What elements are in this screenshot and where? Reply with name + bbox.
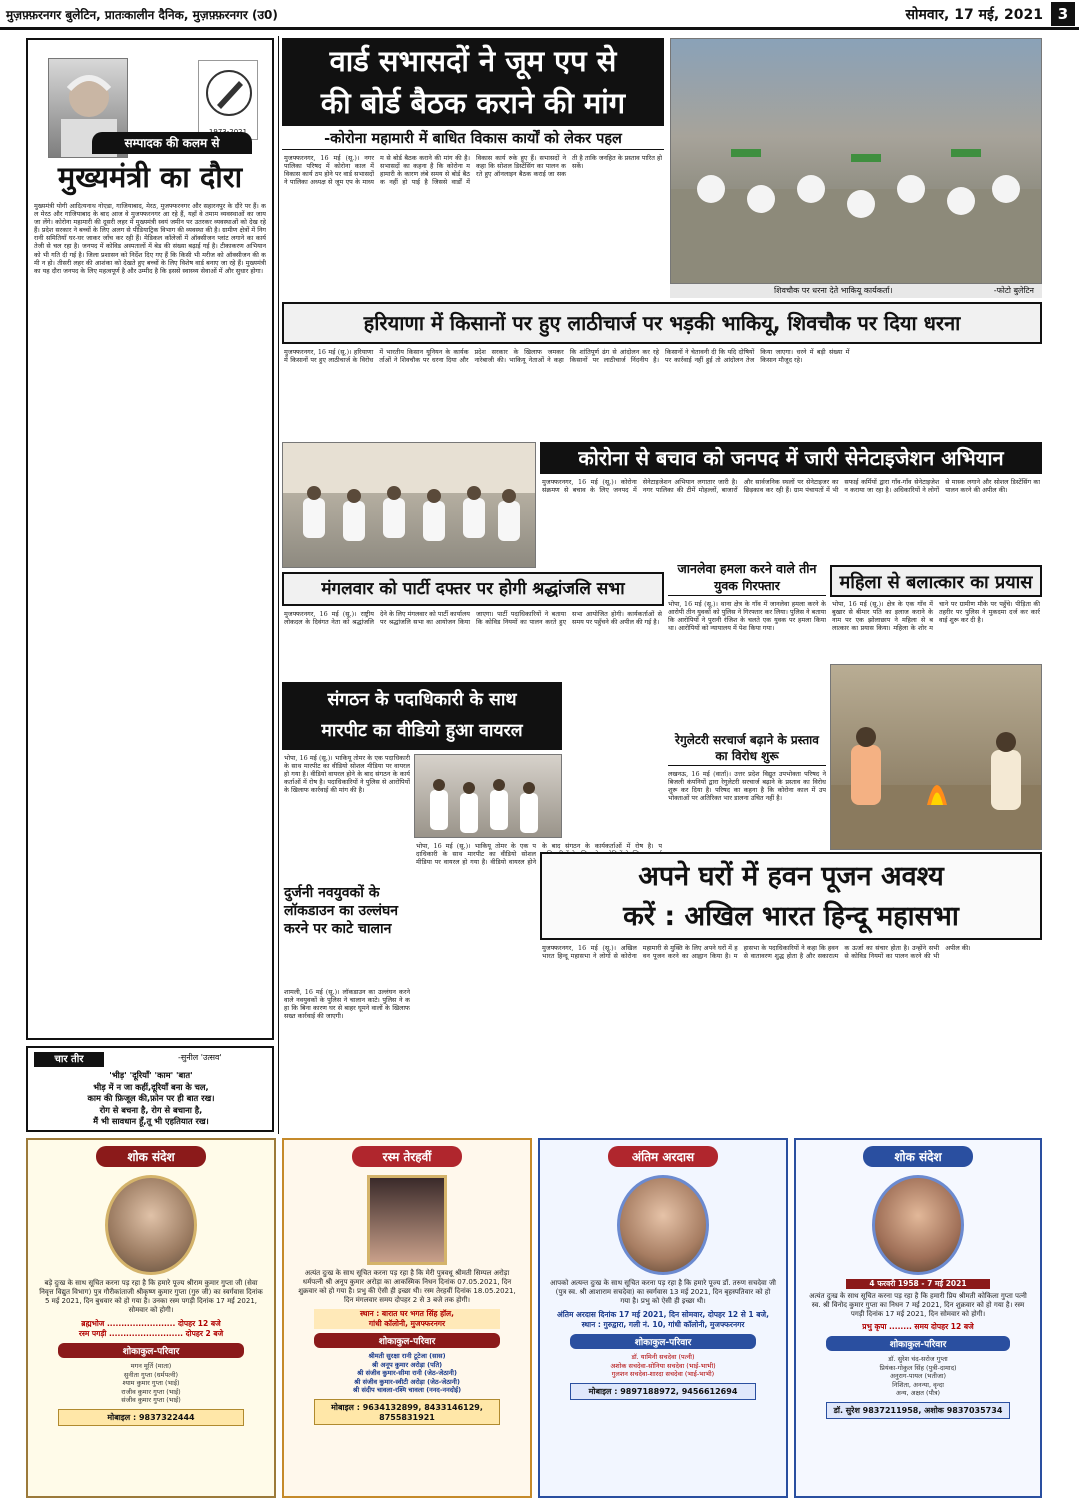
ad1-family-3: राजीव कुमार गुप्ता (भाई): [121, 1387, 181, 1396]
story10-headline-line2: करें : अखिल भारत हिन्दू महासभा: [623, 901, 959, 932]
page-number: 3: [1051, 2, 1075, 26]
ad1-family-label: शोकाकुल-परिवार: [58, 1343, 244, 1358]
story1-subhead: -कोरोना महामारी में बाधित विकास कार्यों को लेकर पहल: [282, 128, 664, 150]
newspaper-title: मुज़फ़्फ़रनगर बुलेटिन, प्रातःकालीन दैनिक, मुज़फ़्फ़रनगर (उ0): [6, 8, 278, 22]
pen-logo: [198, 60, 258, 140]
story4-body: मुजफ्फरनगर, 16 मई (सू.)। राष्ट्रीय लोकदल के दिवंगत नेता को श्रद्धांजलि देने के लिए मंगलवार को पार्टी कार्यालय पर श्रद्धांजलि सभा का आयोजन किया जाएगा। पार्टी पदाधिकारियों ने बताया कि कोविड नियमों का पालन करते हुए सभा आयोजित होगी। कार्यकर्ताओं से समय पर पहुँचने की अपील की गई है।: [284, 610, 662, 627]
ad2-phone: मोबाइल : 9634132899, 8433146129, 8755831921: [314, 1399, 500, 1425]
ad4-family-0: डॉ. सुरेश चंद-सरोज गुप्ता: [888, 1355, 948, 1363]
story6-headline: रेगुलेटरी सरचार्ज बढ़ाने के प्रस्ताव का विरोध शुरू: [668, 732, 826, 766]
editorial-column: [26, 38, 274, 1040]
obituary-ad-3: [538, 1138, 788, 1498]
ad3-family-1: अशोक सचदेवा-सोनिया सचदेवा (भाई-भाभी): [610, 1361, 716, 1370]
story1-headline: [282, 38, 664, 126]
story7-headline: महिला से बलात्कार का प्रयास: [830, 565, 1042, 597]
poem-author: -सुनील 'उत्सव': [178, 1053, 222, 1062]
story8-body: भोपा, 16 मई (सू.)। भाकियू तोमर के एक पदाधिकारी के साथ मारपीट का वीडियो सोशल मीडिया पर वायरल हो गया है। वीडियो वायरल होने के बाद संगठन के कार्यकर्ताओं में रोष है। पदाधिकारियों ने पुलिस से आरोपियों के खिलाफ कार्रवाई की मांग की है।: [284, 754, 410, 795]
ad3-text: आपको अत्यन्त दुःख के साथ सूचित करना पड़ रहा है कि हमारे पूज्य डॉ. तरुण सचदेवा जी (पुत्र स्व. श्री आशाराम सचदेवा) का स्वर्गवास 13 मई 2021, दिन बृहस्पतिवार को हो गया है। प्रभु को ऐसी ही इच्छा थी।: [550, 1279, 776, 1305]
viral-video-photo: [414, 754, 562, 838]
story8-headline: [282, 682, 562, 750]
ad4-text: अत्यंत दुःख के साथ सूचित करना पड़ रहा है कि हमारी प्रिय श्रीमती कोकिला गुप्ता पत्नी स्व. श्री विनोद कुमार गुप्ता का निधन 7 मई 2021, दिन शुक्रवार को हो गया है। रस्म पगड़ी दिनांक 17 मई 2021, दिन सोमवार को होगी।: [809, 1292, 1027, 1318]
editorial-body: मुख्यमंत्री योगी आदित्यनाथ नोएडा, गाजियाबाद, मेरठ, मुजफ्फरनगर और सहारनपुर के दौरे पर हैं। कल मेरठ और गाजियाबाद के बाद आज वे मुजफ्फरनगर आ रहे हैं, यहाँ वे तमाम व्यवस्थाओं का जायजा लेंगे। कोरोना महामारी की दूसरी लहर में मुख्यमंत्री स्वयं जमीन पर उतरकर व्यवस्थाओं को देख रहे हैं। प्रदेश सरकार ने बच्चों के लिए अलग से पीडियाट्रिक विभाग की व्यवस्था की है। ग्रामीण क्षेत्रों में निगरानी समितियाँ घर-घर जाकर जाँच कर रही हैं। मेडिकल कॉलेजों में ऑक्सीजन प्लांट लगाने का कार्य तेजी से चल रहा है। जनपद में कोविड अस्पतालों में बेड की संख्या बढ़ाई गई है। टीकाकरण अभियान को भी गति दी गई है। जिला प्रशासन को निर्देश दिए गए हैं कि किसी भी मरीज को ऑक्सीजन की कमी न हो। तीसरी लहर की आशंका को देखते हुए बच्चों के लिए विशेष वार्ड बनाए जा रहे हैं। मुख्यमंत्री का यह दौरा जनपद के लिए महत्वपूर्ण है और उम्मीद है कि इससे स्वास्थ्य सेवाओं में और सुधार होगा।: [34, 202, 266, 275]
group-people-icon: [415, 755, 562, 838]
ad2-family-2: श्री संजीव कुमार-सीमा रानी (जेठ-जेठानी): [357, 1369, 457, 1377]
story4-headline: मंगलवार को पार्टी दफ्तर पर होगी श्रद्धांजलि सभा: [282, 572, 664, 606]
ad4-title: शोक संदेश: [863, 1146, 973, 1167]
story7-body: भोपा, 16 मई (सू.)। क्षेत्र के एक गाँव में बुखार से बीमार पति का इलाज कराने के नाम पर एक झोलाछाप ने महिला से बलात्कार का प्रयास किया। महिला के शोर मचाने पर ग्रामीण मौके पर पहुँचे। पीड़िता की तहरीर पर पुलिस ने मुकदमा दर्ज कर कार्रवाई शुरू कर दी है।: [832, 600, 1040, 633]
story9-headline: दुर्जनी नवयुवकों के लॉकडाउन का उल्लंघन करने पर काटे चालान: [284, 885, 399, 937]
story9-body: शामली, 16 मई (सू.)। लॉकडाउन का उल्लंघन करने वाले नवयुवकों के पुलिस ने चालान काटे। पुलिस ने कहा कि बिना कारण घर से बाहर घूमने वालों के खिलाफ सख्त कार्रवाई की जाएगी।: [284, 988, 410, 1021]
meeting-room-icon: [283, 443, 536, 568]
story1-headline-line1: वार्ड सभासदों ने जूम एप से: [329, 44, 617, 78]
ad2-timing1: स्थान : बारात घर भगत सिंह हॉल,: [314, 1309, 500, 1319]
story10-headline: [540, 852, 1042, 940]
ad4-family-4: अन्य, अक्षत (पौत्र): [895, 1389, 941, 1397]
ad1-portrait: [105, 1175, 197, 1275]
ad3-title: अंतिम अरदास: [608, 1146, 718, 1167]
ad1-family-2: श्याम कुमार गुप्ता (भाई): [122, 1379, 180, 1387]
story8-continued: भोपा, 16 मई (सू.)। भाकियू तोमर के एक पदाधिकारी के साथ मारपीट का वीडियो सोशल मीडिया पर वायरल हो गया है। वीडियो वायरल होने के बाद संगठन के कार्यकर्ताओं में रोष है। प: [416, 842, 662, 867]
ad1-family-4: संजीव कुमार गुप्ता (भाई): [121, 1396, 181, 1404]
ad4-timing1: 4 फरवरी 1958 - 7 मई 2021: [846, 1279, 990, 1289]
poem-title: चार तीर: [34, 1052, 104, 1067]
photo1-caption: शिवचौक पर धरना देते भाकियू कार्यकर्ता।: [774, 286, 893, 295]
poem-box: [26, 1046, 274, 1132]
ad4-phone: डॉ. सुरेश 9837211958, अशोक 9837035734: [826, 1402, 1010, 1419]
story10-headline-line1: अपने घरों में हवन पूजन अवश्य: [638, 861, 944, 892]
ad2-title: रस्म तेरहवीं: [352, 1146, 462, 1167]
story3-headline: कोरोना से बचाव को जनपद में जारी सेनेटाइजेशन अभियान: [540, 442, 1042, 474]
dharna-photo: [670, 38, 1042, 284]
issue-date: सोमवार, 17 मई, 2021: [905, 7, 1043, 23]
crowd-protest-icon: [671, 39, 1042, 284]
story2-headline: हरियाणा में किसानों पर हुए लाठीचार्ज पर भड़की भाकियू, शिवचौक पर दिया धरना: [282, 302, 1042, 344]
story5-headline: जानलेवा हमला करने वाले तीन युवक गिरफ्तार: [668, 560, 826, 596]
story5-body: भोपा, 16 मई (सू.)। थाना क्षेत्र के गाँव में जानलेवा हमला करने के आरोपी तीन युवकों को पुलिस ने गिरफ्तार कर लिया। पुलिस ने बताया कि आरोपियों ने पुरानी रंजिश के चलते एक युवक पर हमला किया था। आरोपियों को न्यायालय में पेश किया गया।: [668, 600, 826, 633]
obituary-ad-4: [794, 1138, 1042, 1498]
ad3-family-label: शोकाकुल-परिवार: [570, 1334, 756, 1349]
ad4-family-2: अनुराग-पायल (भतीजा): [889, 1372, 947, 1380]
ad2-family-4: श्री संदीप चावला-रश्मि चावला (ननद-ननदोई): [352, 1386, 462, 1394]
photo1-credit: -फोटो बुलेटिन: [993, 286, 1034, 295]
section-label: सम्पादक की कलम से: [92, 132, 252, 154]
ad1-timing2: रस्म पगड़ी .......................... दोपहर 2 बजे: [78, 1329, 224, 1338]
poem-line: 'भीड़' 'दूरियाँ' 'काम' 'बात': [109, 1070, 193, 1080]
story6-body: लखनऊ, 16 मई (वार्ता)। उत्तर प्रदेश विद्युत उपभोक्ता परिषद ने बिजली कंपनियों द्वारा रेगुलेटरी सरचार्ज बढ़ाने के प्रस्ताव का विरोध शुरू कर दिया है। परिषद का कहना है कि कोरोना काल में उपभोक्ताओं पर अतिरिक्त भार डालना उचित नहीं है।: [668, 770, 826, 803]
ad4-family-3: निशिता, अनन्या, वृन्दा: [892, 1380, 944, 1389]
editorial-title: मुख्यमंत्री का दौरा: [57, 160, 243, 194]
story8-headline-line1: संगठन के पदाधिकारी के साथ: [327, 690, 517, 710]
ad3-family-2: गुलशन सचदेवा-शारदा सचदेवा (भाई-भाभी): [611, 1370, 715, 1378]
ad3-family-0: डॉ. यामिनी सचदेवा (पत्नी): [631, 1353, 695, 1361]
ad4-portrait: [872, 1175, 964, 1275]
story8-headline-line2: मारपीट का वीडियो हुआ वायरल: [321, 721, 523, 741]
ad2-text: अत्यंत दुःख के साथ सूचित करना पड़ रहा है कि मेरी पुत्रवधू श्रीमती सिम्पल अरोड़ा धर्मपत्नी श्री अनूप कुमार अरोड़ा का आकस्मिक निधन दिनांक 07.05.2021, दिन शुक्रवार को हो गया है। प्रभु की ऐसी ही इच्छा थी। रस्म तेरहवीं दिनांक 18.05.2021, दिन मंगलवार समय दोपहर 2 से 3 बजे तक होगी।: [298, 1269, 516, 1304]
ad3-timing2: स्थान : गुरुद्वारा, गली नं. 10, गांधी कॉलोनी, मुजफ्फरनगर: [581, 1320, 745, 1329]
poem-line: भीड़ में न जा कहीं,दूरियाँ बना के चल,: [93, 1081, 209, 1092]
ad2-family-0: श्रीमती सुरक्षा रानी टूटेजा (सास): [368, 1352, 446, 1360]
ad3-portrait: [617, 1175, 709, 1275]
ad1-title: शोक संदेश: [96, 1146, 206, 1167]
story1-headline-line2: की बोर्ड बैठक कराने की मांग: [320, 86, 626, 120]
ad1-phone: मोबाइल : 9837322444: [58, 1409, 244, 1426]
photo1-caption-bar: [670, 284, 1042, 298]
poem-line: मैं भी सावधान हूँ,तू भी एहतियात रख।: [93, 1116, 209, 1126]
poem-line: रोग से बचना है, रोग से बचाना है,: [99, 1104, 203, 1115]
ad2-portrait: [367, 1175, 447, 1265]
ad2-timing2: गांधी कॉलोनी, मुजफ्फरनगर: [314, 1319, 500, 1329]
ad1-timing1: ब्रह्मभोज ........................ दोपहर 12 बजे: [81, 1319, 221, 1328]
masthead: [0, 0, 1079, 30]
ad3-timing1: अंतिम अरदास दिनांक 17 मई 2021, दिन सोमवार, दोपहर 12 से 1 बजे,: [557, 1310, 769, 1319]
story3-body: मुजफ्फरनगर, 16 मई (सू.)। कोरोना संक्रमण से बचाव के लिए जनपद में सेनेटाइजेशन अभियान लगातार जारी है। नगर पालिका की टीमें मोहल्लों, बाजारों और सार्वजनिक स्थलों पर सेनेटाइजर का छिड़काव कर रही हैं। ग्राम पंचायतों में भी सफाई कर्मियों द्वारा गाँव-गाँव सेनेटाइजेशन कराया जा रहा है। अधिकारियों ने लोगों से मास्क लगाने और सोशल डिस्टेंसिंग का पालन करने की अपील की।: [542, 478, 1040, 495]
ad4-family-1: प्रियंका-गोकुल सिंह (पुत्री-दामाद): [879, 1363, 957, 1372]
ad2-family-3: श्री संजीव कुमार-स्वीटी अरोड़ा (जेठ-जेठानी): [354, 1377, 460, 1386]
havan-fire-icon: [831, 665, 1042, 850]
ad2-family-label: शोकाकुल-परिवार: [314, 1333, 500, 1348]
havan-photo: [830, 664, 1042, 850]
obituary-ad-1: [26, 1138, 276, 1498]
story10-body: मुजफ्फरनगर, 16 मई (सू.)। अखिल भारत हिन्दू महासभा ने लोगों से कोरोना महामारी से मुक्ति के लिए अपने घरों में हवन पूजन करने का आह्वान किया है। महासभा के पदाधिकारियों ने कहा कि हवन से वातावरण शुद्ध होता है और सकारात्मक ऊर्जा का संचार होता है। उन्होंने सभी से कोविड नियमों का पालन करने की भी अपील की।: [542, 944, 971, 961]
ad4-family-label: शोकाकुल-परिवार: [826, 1336, 1010, 1351]
poem-line: काम की फ़िजूल की,फ़ोन पर ही बात रख।: [87, 1093, 215, 1103]
story1-body: मुजफ्फरनगर, 16 मई (सू.)। नगरपालिका परिषद में कोरोना काल में विकास कार्य ठप होने पर वार्ड सभासदों ने पालिका अध्यक्ष से जूम एप के माध्यम से बोर्ड बैठक कराने की मांग की है। सभासदों का कहना है कि कोरोना महामारी के कारण लंबे समय से बोर्ड बैठक नहीं हो पाई है जिससे वार्डों में विकास कार्य रुके हुए हैं। सभासदों ने कहा कि सोशल डिस्टेंसिंग का पालन करते हुए ऑनलाइन बैठक कराई जा सकती है ताकि जनहित के प्रस्ताव पारित हो सकें।: [284, 154, 662, 187]
ad1-family-0: मगन मूर्ति (माता): [130, 1362, 172, 1370]
meeting-photo: [282, 442, 536, 568]
ad4-timing2: प्रभु कृपा ........ समय दोपहर 12 बजे: [862, 1322, 974, 1331]
poem-lines: [34, 1070, 268, 1128]
obituary-ad-2: [282, 1138, 532, 1498]
column-rule: [278, 36, 279, 1134]
ad1-text: बड़े दुःख के साथ सूचित करना पड़ रहा है कि हमारे पूज्य श्रीराम कुमार गुप्ता जी (सेवा निवृत्त विद्युत विभाग) पुत्र गौरीकांताजी श्रीकृष्ण कुमार गुप्ता (गुरु जी) का स्वर्गवास दिनांक 5 मई 2021, दिन बुधवार को हो गया है। उनका रस्म पगड़ी दिनांक 17 मई 2021, सोमवार को होगी।: [39, 1279, 263, 1314]
ad3-phone: मोबाइल : 9897188972, 9456612694: [570, 1383, 756, 1400]
story2-body: मुजफ्फरनगर, 16 मई (सू.)। हरियाणा में किसानों पर हुए लाठीचार्ज के विरोध में भारतीय किसान यूनियन के कार्यकर्ताओं ने शिवचौक पर धरना दिया और प्रदेश सरकार के खिलाफ जमकर नारेबाजी की। भाकियू नेताओं ने कहा कि शांतिपूर्ण ढंग से आंदोलन कर रहे किसानों पर लाठीचार्ज निंदनीय है। किसानों ने चेतावनी दी कि यदि दोषियों पर कार्रवाई नहीं हुई तो आंदोलन तेज किया जाएगा। धरने में बड़ी संख्या में किसान मौजूद रहे।: [284, 348, 850, 365]
ad1-family-1: सुनीता गुप्ता (धर्मपत्नी): [123, 1370, 179, 1379]
ad2-family-1: श्री अनूप कुमार अरोड़ा (पति): [371, 1360, 443, 1369]
